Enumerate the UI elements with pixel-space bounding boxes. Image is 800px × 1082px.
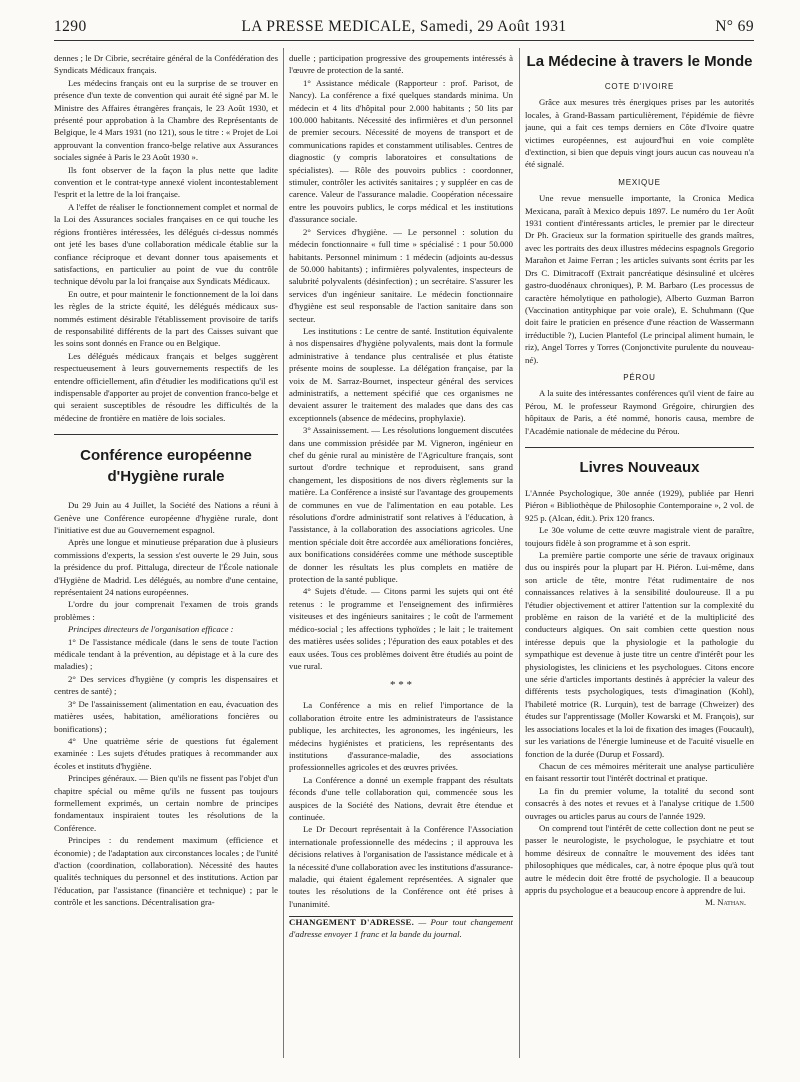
publication-line: LA PRESSE MEDICALE, Samedi, 29 Août 1931: [241, 18, 567, 35]
paragraph: Le Dr Decourt représentait à la Conférence l'Association internationale professionnelle des médecins ; il approuva les décisions relatives à l'organisation de l'assistance médicale et à la nécessité d'une collaboration avec les institutions d'assurance-maladie, qui étaient également représentées. A signaler que toutes les résolutions de la Conférence ont été prises à l'unanimité.: [289, 824, 513, 909]
paragraph: Grâce aux mesures très énergiques prises par les autorités locales, à Grand-Bassam particulièrement, l'épidémie de fièvre jaune, qui a fait ces temps derniers en Côte d'Ivoire quatre victimes européennes, est aujourd'hui en voie complète d'extinction, si bien que depuis vingt jours aucun cas nouveau n'a été signalé.: [525, 97, 754, 170]
paragraph: La première partie comporte une série de travaux originaux dus ou inspirés pour la plupart par H. Piéron. Lui-même, dans son article de tête, montre l'état rudimentaire de nos connaissances relatives à la sensibilité douloureuse. Il a pu l'étudier objectivement et attirer l'attention sur la complexité du problème en raison de la variété et de la multiplicité des conducteurs algiques. On sait combien cette question nous intéresse depuis que la physiologie et la pathologie du sympathique est devenue à juste titre un centre d'intérêt pour les physiologistes, les cliniciens et les psychologues. Citons encore une série d'articles importants destinés à apprécier la valeur des différents tests psychologiques, tests d'imagination (Kohl), l'habileté motrice (R. Lurquin), test de barrage (Chweizer) des études sur l'apprentissage (Moller Kowarski et M. François), sur les associations locales et la loi de fixation des images (Foucault), sur les variations de l'énergie lumineuse et de l'acuité visuelle en fonction de la durée (Durup et Fossard).: [525, 550, 754, 759]
column-1: [54, 52, 278, 1068]
paragraph: Principes généraux. — Bien qu'ils ne fissent pas l'objet d'un chapitre spécial ou même qu'ils ne fussent pas toujours formellement exprimés, un certain nombre de principes fondamentaux inspiraient toutes les résolutions de la Conférence.: [54, 773, 278, 833]
conference-title: Conférence européenne d'Hygiène rurale: [80, 447, 252, 486]
paragraph: Une revue mensuelle importante, la Cronica Medica Mexicana, paraît à Mexico depuis 1897. Le numéro du 1er Août 1931 contient d'intéressants articles, le premier par le directeur Dr Ph. Gracieux sur la formation spirituelle des grands maîtres, avec les portraits des deux illustres médecins espagnols Gregorio Marañon et Jaime Ferran ; les articles suivants sont écrits par les Drs C. Dimitracoff (Extrait pancréatique désinsuliné et ulcères gastro-duodénaux chroniques), P. M. Barbaro (Les processus de caractère hémolytique en pathologie), Alberto Guzman Barron (Vaccination antityphique par voie orale), E. Schuhmann (Que doit faire le praticien en présence d'une réaction de Wassermann irréductible ?), Lucien Plantefol (Le principal aliment humain, le riz), Angel Torres y Torres (Conjonctivite purulente du nouveau-né).: [525, 193, 754, 365]
paragraph: 4° Sujets d'étude. — Citons parmi les sujets qui ont été retenus : le programme et l'enseignement des infirmières visiteuses et des ingénieurs sanitaires ; le coût de l'armement médico-social ; les affections typhoïdes ; le lait ; le traitement des matières usées solides ; l'épuration des eaux potables et des eaux usées. Tous ces problèmes doivent être étudiés au point de vue rural.: [289, 586, 513, 671]
notice-label: CHANGEMENT D'ADRESSE.: [289, 917, 414, 928]
world-medicine-title: La Médecine à travers le Monde: [526, 53, 753, 70]
paragraph: La Conférence a mis en relief l'importance de la collaboration étroite entre les administrateurs de l'assistance publique, les architectes, les agronomes, les ingénieurs, les médecins hygiénistes et praticiens, les représentants des institutions d'assurance-maladie, des associations professionnelles agricoles et des œuvres privées.: [289, 700, 513, 773]
paragraph: Les médecins français ont eu la surprise de se trouver en présence d'un texte de convention qui aurait été signé par M. le Ministre des Affaires étrangères français, le 23 Août 1930, et présenté pour approbation à la Chambre des Représentants de Belgique, le 4 Mars 1931 (no 121), sous le titre : « Projet de Loi approuvant la convention franco-belge relative aux Assurances sociales signée à Paris le 23 Août 1930 ».: [54, 77, 278, 163]
paragraph: Le 30e volume de cette œuvre magistrale vient de paraître, toujours fidèle à son programme et à son esprit.: [525, 525, 754, 548]
paragraph: A la suite des intéressantes conférences qu'il vient de faire au Pérou, M. le professeur Raymond Grégoire, chirurgien des hôpitaux de Paris, a été nommé, honoris causa, membre de l'Académie nationale de médecine du Pérou.: [525, 388, 754, 436]
paragraph: Du 29 Juin au 4 Juillet, la Société des Nations a réuni à Genève une Conférence européenne d'hygiène rurale, dont l'initiative est due au Gouvernement espagnol.: [54, 500, 278, 535]
paragraph: La Conférence a donné un exemple frappant des résultats féconds d'une telle collaboration qui, commencée sous les auspices de la Société des Nations, devrait être étendue et continuée.: [289, 774, 513, 822]
signature: M. Nathan.: [705, 897, 746, 908]
column-3: [525, 52, 754, 1068]
paragraph: En outre, et pour maintenir le fonctionnement de la loi dans les règles de la stricte équité, les délégués médicaux sus-nommés estiment désirable l'établissement provisoire de tarifs de responsabilité différents de la part des Caisses suivant que les soins sont donnés en France ou en Belgique.: [54, 288, 278, 349]
country-heading: COTE D'IVOIRE: [604, 82, 675, 91]
paragraph: 3° De l'assainissement (alimentation en eau, évacuation des matières usées, habitation, améliorations foncières ou bonifications) ;: [54, 698, 278, 734]
paragraph: 2° Services d'hygiène. — Le personnel : solution du médecin fonctionnaire « full time » spécialisé : 1 pour 50.000 habitants. Personnel minimum : 1 médecin (adjoints au-dessus de 50.000 habitants) ; infirmières polyvalentes, inspecteurs de salubrité polyvalents (désinfection) ; un secrétaire. S'assurer les services d'un ingénieur sanitaire. Le médecin fonctionnaire d'hygiène est seul responsable de l'action sanitaire dans son secteur.: [289, 226, 513, 324]
paragraph: dennes ; le Dr Cibrie, secrétaire général de la Confédération des Syndicats Médicaux français.: [54, 53, 278, 76]
page-number: 1290: [54, 18, 87, 35]
paragraph: 2° Des services d'hygiène (y compris les dispensaires et centres de santé) ;: [54, 673, 278, 697]
paragraph: L'ordre du jour comprenait l'examen de trois grands problèmes :: [54, 599, 278, 622]
paragraph: Les institutions : Le centre de santé. Institution équivalente à nos dispensaires d'hygiène polyvalents, mais dont la formule administrative à tendance plus centralisée et plus étatiste présente moins de souplesse. La délégation française, par la voix de M. Sarraz-Bournet, inspecteur général des services administratifs, a nettement spécifié que ces organismes ne devaient assurer le traitement des malades que dans des cas exceptionnels (absence de médecins, prophylaxie).: [289, 325, 513, 423]
book-reference: L'Année Psychologique, 30e année (1929), publiée par Henri Piéron « Bibliothèque de Philosophie Contemporaine », 2 vol. de 925 p. (Alcan, édit.). Prix 120 francs.: [525, 487, 754, 523]
paragraph: A l'effet de réaliser le fonctionnement complet et normal de la Loi des Assurances sociales françaises en ce qui touche les régions frontières intéressées, les délégués ci-dessus nommés ont jeté les bases d'une collaboration médicale établie sur la confiance réciproque et devant donner tous apaisements et satisfactions, en particulier au point de vue du contrôle technique dévolu par la loi française aux Syndicats Médicaux.: [54, 201, 278, 287]
header-rule: [54, 40, 754, 41]
section-rule: [54, 434, 278, 435]
paragraph: Principes : du rendement maximum (efficience et économie) ; de l'adaptation aux circonstances locales ; de l'unité d'action (coordination, collaboration). Nécessité des hautes qualités techniques du personnel et des institutions. Action par l'éducation, par l'assistance (financière et technique) ; par le contrôle et les sanctions. Décentralisation gra-: [54, 835, 278, 908]
notice-text: — Pour tout changement d'adresse envoyer 1 franc et la bande du journal.: [289, 917, 513, 939]
paragraph: Ils font observer de la façon la plus nette que ladite convention et le contrat-type annexé violent incontestablement l'esprit et la lettre de la loi française.: [54, 164, 278, 200]
paragraph: La fin du premier volume, la totalité du second sont consacrés à des notes et revues et à l'analyse critique de 1.500 ouvrages ou articles parus au cours de l'année 1929.: [525, 785, 754, 821]
paragraph: 3° Assainissement. — Les résolutions longuement discutées dans une commission présidée par M. Vigneron, ingénieur en chef du génie rural au ministère de l'Agriculture français, sont surtout d'ordre technique et reproduisent, sans grand changement, les dispositions de nos divers règlements sur la matière. La Conférence a insisté sur l'avantage des groupements de communes en vue de l'alimentation en eau potable. Les résolutions d'ordre administratif sont relatives à l'éducation, à l'assistance, à la collaboration des associations agricoles. Une mention spéciale doit être accordée aux améliorations foncières, aux bonifications considérées comme une méthode susceptible de donner les résultats les plus complets en matière de protection de la santé publique.: [289, 425, 513, 585]
page-header: [54, 16, 754, 38]
paragraph: duelle ; participation progressive des groupements intéressés à l'œuvre de protection de la santé.: [289, 53, 513, 76]
paragraph: Les délégués médicaux français et belges suggèrent respectueusement à leurs gouvernements respectifs de les entendre officiellement, afin d'étudier les modifications qu'il est indispensable d'apporter au projet de convention franco-belge et qui seraient susceptibles de résoudre les difficultés de la médecine de frontière en matière de lois sociales.: [54, 350, 278, 423]
new-books-title: Livres Nouveaux: [579, 458, 700, 476]
paragraph: 1° Assistance médicale (Rapporteur : prof. Parisot, de Nancy). La conférence a fixé quelques standards minima. Un médecin et 4 lits d'hôpital pour 2.000 habitants ; 50 lits par 100.000 habitants. Nécessité des infirmières et d'un personnel de premier secours. Nécessité de moyens de transport et de communications rapides et constamment utilisables. Centres de diagnostic (y compris laboratoires et consultations de spécialistes). — Rôle des pouvoirs publics : coordonner, stimuler, contrôler les activités sanitaires ; y suppléer en cas de carence. Valeur de l'assurance maladie. Coopération nécessaire entre les pouvoirs publics, le corps médical et les institutions d'assurance sociale.: [289, 77, 513, 225]
paragraph: On comprend tout l'intérêt de cette collection dont ne peut se passer le neurologiste, le psychologue, le psychiatre et tout homme désireux de connaître le mouvement des idées tant philosophiques que médicales, car, à notre époque plus qu'à tout autre le médecin doit être frotté de psychologie. Il a beaucoup appris du psychologue et a beaucoup encore à apprendre de lui.: [525, 822, 754, 895]
section-stars: * * *: [390, 679, 412, 692]
address-change-notice: [289, 917, 513, 940]
paragraph: 1° De l'assistance médicale (dans le sens de toute l'action médicale tendant à la prévention, au dépistage et à la cure des maladies) ;: [54, 636, 278, 672]
paragraph: Après une longue et minutieuse préparation due à plusieurs commissions d'experts, la session s'est ouverte le 29 Juin, sous la présidence du prof. Pittaluga, directeur de l'École nationale d'Hygiène de Madrid. Les délégués, au nombre d'une centaine, représentaient 24 nations européennes.: [54, 537, 278, 598]
issue-number: N° 69: [715, 18, 754, 35]
section-rule: [525, 447, 754, 448]
paragraph: 4° Une quatrième série de questions fut également examinée : Les sujets d'études pratiques à recommander aux écoles et instituts d'hygiène.: [54, 735, 278, 771]
country-heading: PÉROU: [623, 372, 656, 382]
column-2: [289, 52, 513, 1068]
column-divider: [283, 48, 284, 1058]
country-heading: MEXIQUE: [618, 177, 661, 187]
paragraph: Chacun de ces mémoires mériterait une analyse particulière en faisant ressortir tout l'intérêt doctrinal et pratique.: [525, 760, 754, 784]
paragraph: Principes directeurs de l'organisation efficace :: [68, 624, 234, 635]
column-divider: [519, 48, 520, 1058]
